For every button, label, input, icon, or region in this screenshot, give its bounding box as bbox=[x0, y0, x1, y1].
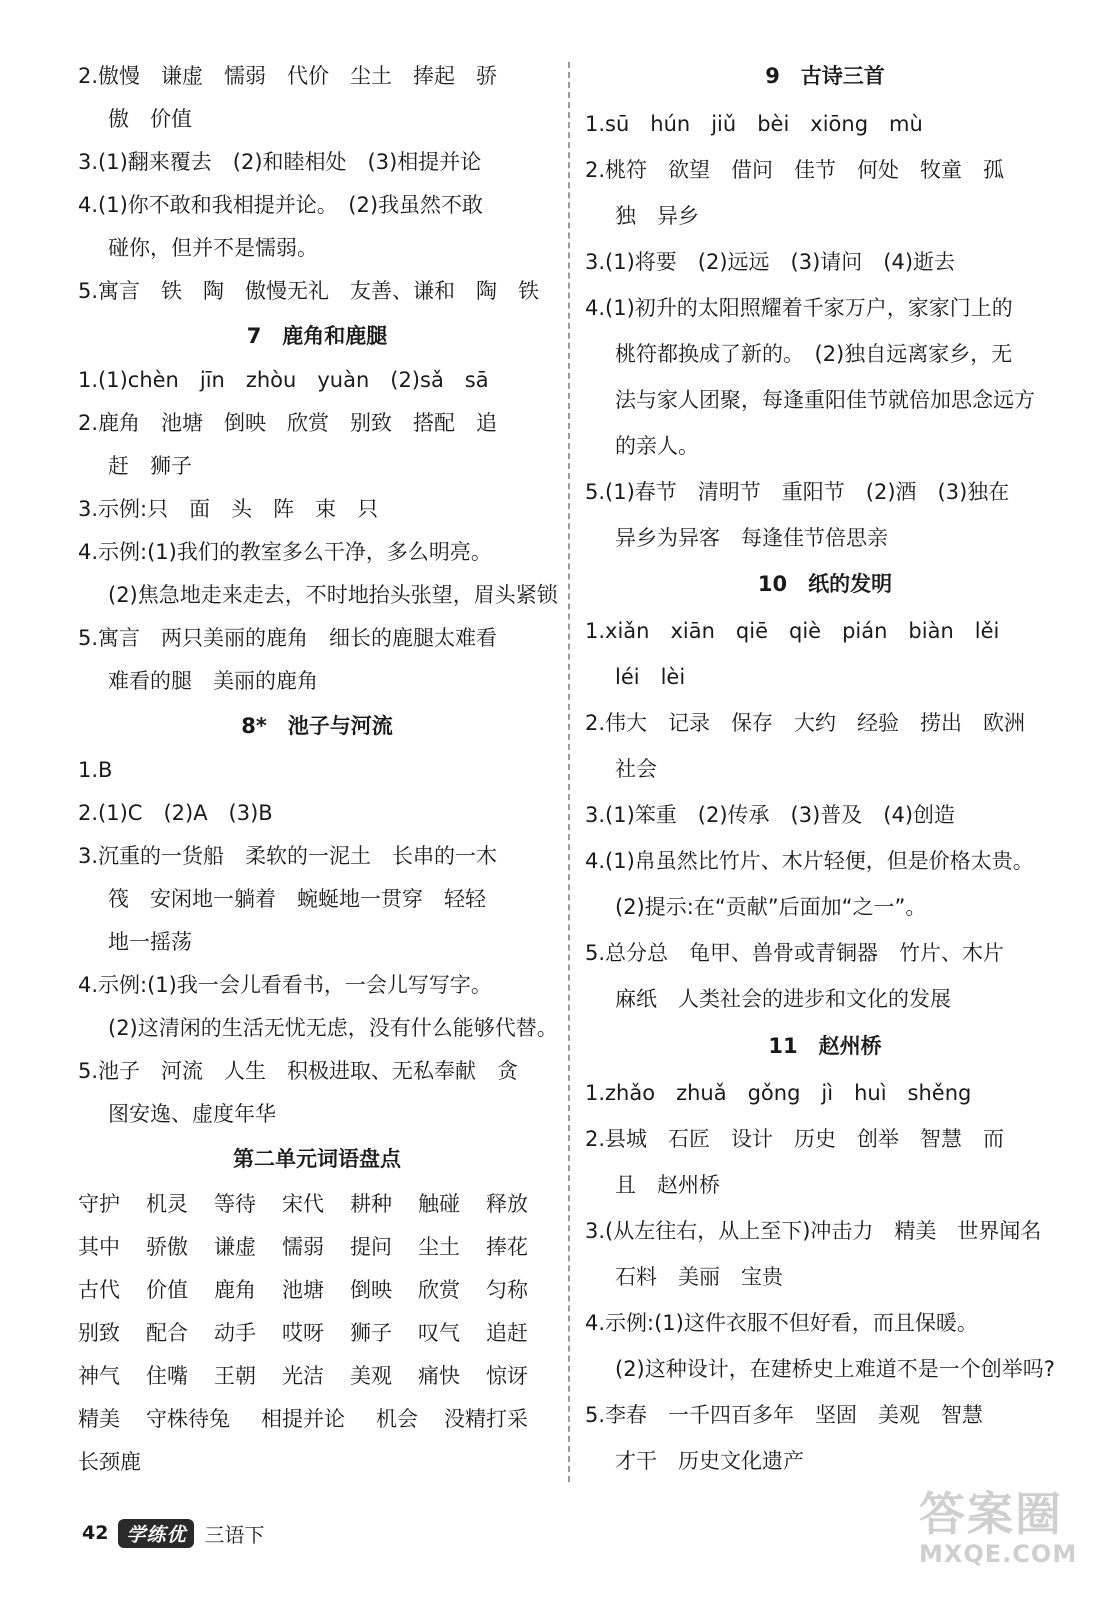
answer-line: (2)这清闲的生活无忧无虑，没有什么能够代替。 bbox=[108, 1016, 558, 1040]
answer-line: 桃符都换成了新的。 (2)独自远离家乡，无 bbox=[615, 342, 1013, 366]
answer-line: 3.(从左往右，从上至下)冲击力 精美 世界闻名 bbox=[585, 1219, 1042, 1243]
lesson-title: 11 赵州桥 bbox=[768, 1034, 882, 1058]
subject-label: 三语下 bbox=[204, 1522, 265, 1547]
brand-logo: 学练优 bbox=[118, 1519, 194, 1548]
answer-line: 筏 安闲地一躺着 蜿蜒地一贯穿 轻轻 bbox=[108, 887, 486, 911]
answer-line: 2.(1)C (2)A (3)B bbox=[78, 801, 273, 825]
lesson-title: 7 鹿角和鹿腿 bbox=[246, 324, 388, 348]
answer-line: 5.池子 河流 人生 积极进取、无私奉献 贪 bbox=[78, 1059, 519, 1083]
answer-line: 3.(1)翻来覆去 (2)和睦相处 (3)相提并论 bbox=[78, 150, 482, 174]
watermark bbox=[919, 1488, 1094, 1584]
answer-line: 2.伟大 记录 保存 大约 经验 捞出 欧洲 bbox=[585, 711, 1026, 735]
answer-line: 4.(1)初升的太阳照耀着千家万户，家家门上的 bbox=[585, 296, 1013, 320]
answer-line: 且 赵州桥 bbox=[615, 1173, 720, 1197]
vocab-row: 别致 配合 动手 哎呀 狮子 叹气 追赶 bbox=[78, 1321, 528, 1345]
answer-line: 傲 价值 bbox=[108, 107, 192, 131]
lesson-title: 8* 池子与河流 bbox=[241, 714, 393, 738]
answer-line: 1.(1)chèn jīn zhòu yuàn (2)sǎ sā bbox=[78, 368, 489, 392]
answer-line: 法与家人团聚，每逢重阳佳节就倍加思念远方 bbox=[615, 388, 1035, 412]
answer-line: 的亲人。 bbox=[615, 434, 699, 458]
vocab-row: 其中 骄傲 谦虚 懦弱 提问 尘土 捧花 bbox=[78, 1235, 528, 1259]
answer-line: 碰你，但并不是懦弱。 bbox=[108, 236, 318, 260]
answer-line: 5.李春 一千四百多年 坚固 美观 智慧 bbox=[585, 1403, 984, 1427]
answer-line: 1.sū hún jiǔ bèi xiōng mù bbox=[585, 112, 923, 136]
answer-line: 麻纸 人类社会的进步和文化的发展 bbox=[615, 987, 951, 1011]
answer-line: 5.(1)春节 清明节 重阳节 (2)酒 (3)独在 bbox=[585, 480, 1010, 504]
answer-line: 2.桃符 欲望 借问 佳节 何处 牧童 孤 bbox=[585, 158, 1005, 182]
answer-line: 社会 bbox=[615, 757, 657, 781]
answer-line: 异乡为异客 每逢佳节倍思亲 bbox=[615, 526, 888, 550]
answer-line: 4.(1)你不敢和我相提并论。 (2)我虽然不敢 bbox=[78, 193, 484, 217]
column-divider bbox=[568, 62, 570, 1482]
answer-line: 石料 美丽 宝贵 bbox=[615, 1265, 783, 1289]
page-number: 42 bbox=[82, 1522, 109, 1544]
answer-line: (2)这种设计，在建桥史上难道不是一个创举吗? bbox=[615, 1357, 1055, 1381]
vocab-row: 古代 价值 鹿角 池塘 倒映 欣赏 匀称 bbox=[78, 1278, 528, 1302]
answer-line: 4.示例:(1)我一会儿看看书，一会儿写写字。 bbox=[78, 973, 492, 997]
answer-line: 才干 历史文化遗产 bbox=[615, 1449, 804, 1473]
lesson-title: 9 古诗三首 bbox=[765, 64, 885, 88]
vocab-row: 神气 住嘴 王朝 光洁 美观 痛快 惊讶 bbox=[78, 1364, 528, 1388]
answer-line: (2)焦急地走来走去，不时地抬头张望，眉头紧锁 bbox=[108, 583, 558, 607]
answer-line: 赶 狮子 bbox=[108, 454, 192, 478]
vocab-row: 守护 机灵 等待 宋代 耕种 触碰 释放 bbox=[78, 1192, 528, 1216]
answer-line: 2.傲慢 谦虚 懦弱 代价 尘土 捧起 骄 bbox=[78, 64, 498, 88]
answer-line: 3.示例:只 面 头 阵 束 只 bbox=[78, 497, 379, 521]
answer-line: 难看的腿 美丽的鹿角 bbox=[108, 669, 318, 693]
answer-line: 4.示例:(1)这件衣服不但好看，而且保暖。 bbox=[585, 1311, 978, 1335]
answer-line: 地一摇荡 bbox=[108, 930, 192, 954]
unit-vocabulary-title: 第二单元词语盘点 bbox=[233, 1147, 401, 1171]
lesson-title: 10 纸的发明 bbox=[757, 572, 893, 596]
answer-line: 5.总分总 龟甲、兽骨或青铜器 竹片、木片 bbox=[585, 941, 1005, 965]
answer-line: (2)提示:在“贡献”后面加“之一”。 bbox=[615, 895, 927, 919]
answer-line: 1.xiǎn xiān qiē qiè pián biàn lěi bbox=[585, 619, 1000, 643]
answer-line: 4.示例:(1)我们的教室多么干净，多么明亮。 bbox=[78, 540, 492, 564]
answer-line: 1.B bbox=[78, 758, 113, 782]
answer-line: 独 异乡 bbox=[615, 204, 699, 228]
answer-line: 3.(1)将要 (2)远远 (3)请问 (4)逝去 bbox=[585, 250, 956, 274]
answer-line: 4.(1)帛虽然比竹片、木片轻便，但是价格太贵。 bbox=[585, 849, 1034, 873]
answer-line: léi lèi bbox=[615, 665, 686, 689]
answer-line: 2.鹿角 池塘 倒映 欣赏 别致 搭配 追 bbox=[78, 411, 498, 435]
answer-line: 5.寓言 两只美丽的鹿角 细长的鹿腿太难看 bbox=[78, 626, 498, 650]
answer-line: 3.沉重的一货船 柔软的一泥土 长串的一木 bbox=[78, 844, 498, 868]
answer-line: 5.寓言 铁 陶 傲慢无礼 友善、谦和 陶 铁 bbox=[78, 279, 540, 303]
answer-line: 3.(1)笨重 (2)传承 (3)普及 (4)创造 bbox=[585, 803, 956, 827]
watermark-url: MXQE.COM bbox=[919, 1540, 1078, 1568]
answer-line: 2.县城 石匠 设计 历史 创举 智慧 而 bbox=[585, 1127, 1005, 1151]
answer-line: 图安逸、虚度年华 bbox=[108, 1102, 276, 1126]
answer-line: 1.zhǎo zhuǎ gǒng jì huì shěng bbox=[585, 1081, 972, 1105]
watermark-text: 答案圈 bbox=[919, 1487, 1063, 1541]
page-footer bbox=[82, 1516, 264, 1550]
vocab-row: 精美 守株待兔 相提并论 机会 没精打采 bbox=[78, 1407, 528, 1431]
vocab-row: 长颈鹿 bbox=[78, 1450, 141, 1474]
